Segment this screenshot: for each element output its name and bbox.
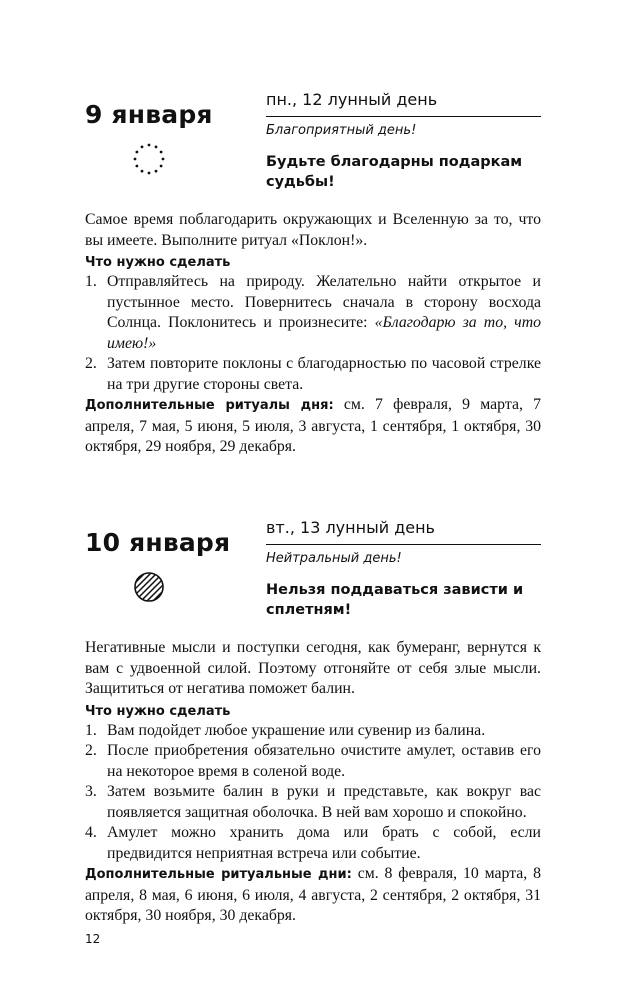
day-rating: Благоприятный день! — [266, 123, 417, 138]
day-info-panel — [266, 518, 541, 620]
day-rating: Нейтральный день! — [266, 551, 402, 566]
step-text: Отправляйтесь на природу. Желательно найти открытое и пустынное место. Повернитесь сначала в сторону восхода Солнца. Поклонитесь и произнесите: — [107, 273, 541, 331]
extra-rituals-label: Дополнительные ритуалы дня: — [85, 398, 334, 413]
step-quote: «Благодарю за то, что имею!» — [107, 314, 541, 352]
extra-rituals-dates: см. 8 февраля, 10 марта, 8 апреля, 8 мая, 6 июня, 6 июля, 4 августа, 2 сентября, 2 октября, 31 октября, 30 ноября, 30 декабря. — [85, 865, 542, 924]
steps-list — [85, 272, 541, 395]
lunar-day: пн., 12 лунный день — [266, 90, 541, 117]
step-number: 1. — [85, 273, 97, 290]
entry-body — [85, 638, 541, 927]
entry-header — [85, 90, 541, 202]
day-motto: Будьте благодарны подаркам судьбы! — [266, 154, 523, 190]
calendar-entry-jan-9 — [85, 90, 541, 458]
calendar-entry-jan-10 — [85, 518, 541, 927]
entry-intro: Самое время поблагодарить окружающих и Вселенную за то, что вы имеете. Выполните ритуал «Поклон!». — [85, 211, 541, 249]
step-text: Затем повторите поклоны с благодарностью по часовой стрелке на три другие стороны света. — [107, 355, 541, 393]
list-item — [85, 272, 541, 354]
extra-rituals — [85, 864, 541, 927]
hatched-moon-icon — [132, 570, 166, 604]
step-number: 4. — [85, 824, 97, 841]
entry-date: 10 января — [85, 528, 231, 557]
todo-heading: Что нужно сделать — [85, 255, 231, 270]
entry-body — [85, 210, 541, 458]
list-item — [85, 782, 541, 823]
step-text: После приобретения обязательно очистите амулет, оставив его на некоторое время в соленой воде. — [107, 742, 541, 780]
entry-header — [85, 518, 541, 630]
todo-heading: Что нужно сделать — [85, 703, 231, 719]
day-info-panel — [266, 90, 541, 192]
step-number: 3. — [85, 783, 97, 800]
list-item — [85, 354, 541, 395]
step-number: 2. — [85, 355, 97, 372]
list-item — [85, 721, 541, 742]
extra-rituals — [85, 395, 541, 458]
step-number: 1. — [85, 721, 97, 739]
page-number: 12 — [85, 932, 101, 946]
step-text: Амулет можно хранить дома или брать с собой, если предвидится неприятная встреча или событие. — [107, 824, 541, 862]
lunar-day: вт., 13 лунный день — [266, 518, 541, 545]
step-text: Затем возьмите балин в руки и представьте, как вокруг вас появляется защитная оболочка. В ней вам хорошо и спокойно. — [107, 783, 541, 821]
steps-list — [85, 721, 541, 865]
day-motto: Нельзя поддаваться зависти и сплетням! — [266, 582, 524, 618]
entry-date: 9 января — [85, 100, 213, 129]
extra-rituals-dates: см. 7 февраля, 9 марта, 7 апреля, 7 мая, 5 июня, 5 июля, 3 августа, 1 сентября, 1 октября, 30 октября, 29 ноября, 29 декабря. — [85, 396, 541, 455]
list-item — [85, 823, 541, 864]
full-moon-icon — [132, 142, 166, 176]
step-text: Вам подойдет любое украшение или сувенир из балина. — [107, 721, 486, 739]
step-number: 2. — [85, 742, 97, 759]
entry-intro: Негативные мысли и поступки сегодня, как бумеранг, вернутся к вам с удвоенной силой. Поэтому отгоняйте от себя злые мысли. Защититься от негатива поможет балин. — [85, 639, 541, 697]
list-item — [85, 741, 541, 782]
extra-rituals-label: Дополнительные ритуальные дни: — [85, 867, 352, 882]
